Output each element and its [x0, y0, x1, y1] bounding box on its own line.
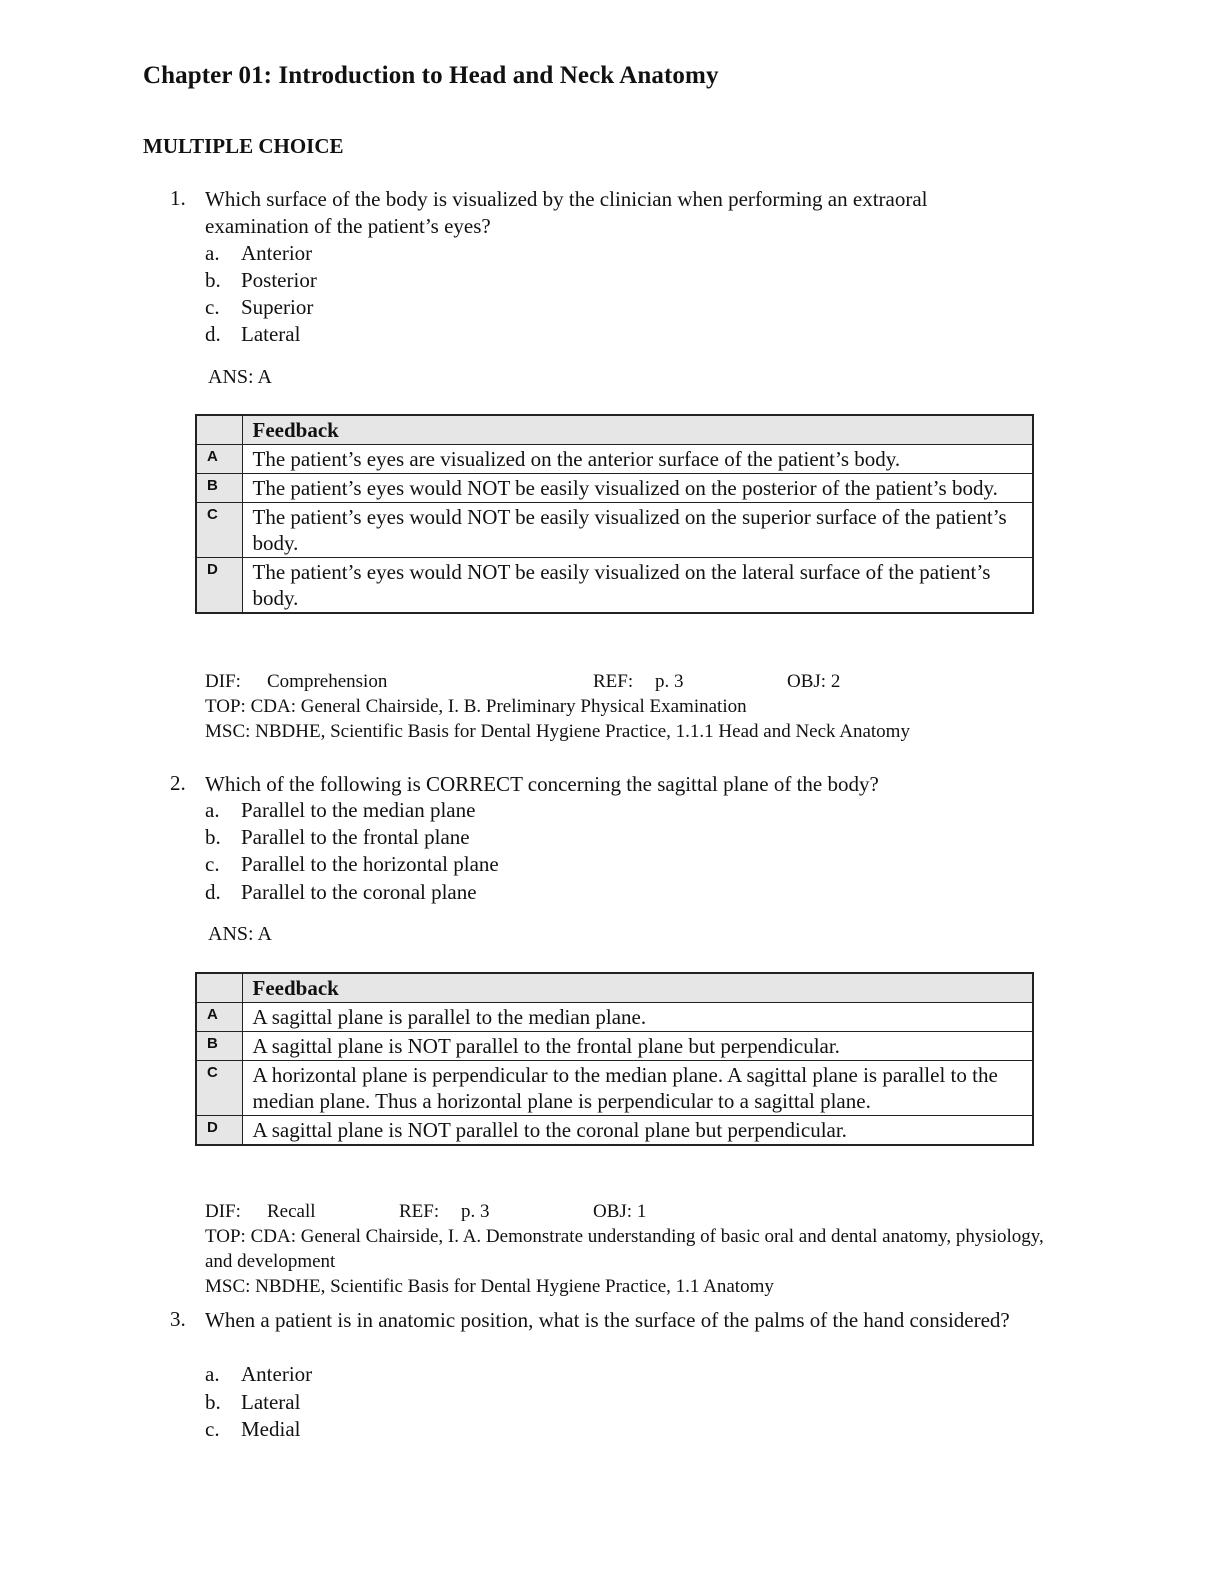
feedback-text: The patient’s eyes would NOT be easily visualized on the lateral surface of the patient’s body.: [242, 558, 1033, 614]
feedback-text: A sagittal plane is NOT parallel to the coronal plane but perpendicular.: [242, 1116, 1033, 1146]
choice-text: Medial: [241, 1417, 301, 1441]
feedback-text: A sagittal plane is parallel to the median plane.: [242, 1003, 1033, 1032]
choice-text: Lateral: [241, 1390, 301, 1414]
choice-b: [205, 1389, 300, 1416]
feedback-key: B: [196, 474, 242, 503]
meta-top: TOP: CDA: General Chairside, I. B. Preliminary Physical Examination: [205, 696, 747, 717]
feedback-key: C: [196, 1061, 242, 1116]
choice-letter: b.: [205, 1390, 221, 1414]
ref-value: p. 3: [461, 1201, 490, 1222]
choice-letter: c.: [205, 1417, 220, 1441]
meta-dif-row: [205, 1199, 1065, 1224]
choice-letter: d.: [205, 880, 221, 904]
feedback-text: The patient’s eyes would NOT be easily visualized on the superior surface of the patient’s body.: [242, 503, 1033, 558]
choice-text: Parallel to the frontal plane: [241, 825, 470, 849]
feedback-key: B: [196, 1032, 242, 1061]
choice-text: Superior: [241, 295, 314, 319]
feedback-row: [196, 1116, 1033, 1146]
feedback-header: Feedback: [242, 973, 1033, 1003]
chapter-title: Chapter 01: Introduction to Head and Neck Anatomy: [143, 62, 719, 89]
meta-top: TOP: CDA: General Chairside, I. A. Demonstrate understanding of basic oral and dental anatomy, physiology, and development: [205, 1226, 1044, 1272]
obj-value: OBJ: 2: [787, 671, 841, 692]
choice-a: [205, 1361, 312, 1388]
choice-text: Anterior: [241, 1362, 313, 1386]
question-number: 3.: [170, 1307, 186, 1331]
feedback-text: The patient’s eyes are visualized on the anterior surface of the patient’s body.: [242, 445, 1033, 474]
meta-dif-row: [205, 669, 1065, 694]
meta-msc: MSC: NBDHE, Scientific Basis for Dental Hygiene Practice, 1.1 Anatomy: [205, 1276, 774, 1297]
feedback-table: [195, 972, 1034, 1146]
question-number: 2.: [170, 771, 186, 795]
ref-label: REF:: [593, 671, 634, 692]
dif-label: DIF:: [205, 1201, 241, 1222]
feedback-key: D: [196, 1116, 242, 1146]
dif-label: DIF:: [205, 671, 241, 692]
feedback-table: [195, 414, 1034, 614]
choice-text: Parallel to the coronal plane: [241, 880, 477, 904]
question-text: Which surface of the body is visualized by the clinician when performing an extraoral examination of the patient’s eyes?: [205, 187, 928, 238]
choice-b: [205, 824, 470, 851]
choice-text: Posterior: [241, 268, 317, 292]
feedback-row: [196, 445, 1033, 474]
choice-text: Parallel to the horizontal plane: [241, 852, 499, 876]
feedback-key-header: [196, 415, 242, 445]
choice-d: [205, 321, 300, 348]
dif-value: Recall: [267, 1201, 316, 1222]
question-text: When a patient is in anatomic position, what is the surface of the palms of the hand considered?: [205, 1308, 1010, 1332]
feedback-key: D: [196, 558, 242, 614]
choice-b: [205, 267, 317, 294]
feedback-text: A sagittal plane is NOT parallel to the frontal plane but perpendicular.: [242, 1032, 1033, 1061]
choice-letter: a.: [205, 798, 220, 822]
choice-a: [205, 240, 312, 267]
feedback-text: A horizontal plane is perpendicular to the median plane. A sagittal plane is parallel to the median plane. Thus a horizontal plane is perpendicular to a sagittal plane.: [242, 1061, 1033, 1116]
feedback-row: [196, 474, 1033, 503]
feedback-header-row: [196, 973, 1033, 1003]
question-text: Which of the following is CORRECT concerning the sagittal plane of the body?: [205, 772, 879, 796]
feedback-row: [196, 1003, 1033, 1032]
question-metadata: [205, 1199, 1065, 1299]
choice-text: Anterior: [241, 241, 313, 265]
choice-letter: b.: [205, 268, 221, 292]
choice-text: Lateral: [241, 322, 301, 346]
choice-letter: c.: [205, 852, 220, 876]
meta-msc: MSC: NBDHE, Scientific Basis for Dental Hygiene Practice, 1.1.1 Head and Neck Anatomy: [205, 721, 910, 742]
choice-c: [205, 851, 499, 878]
dif-value: Comprehension: [267, 671, 388, 692]
question-number: 1.: [170, 186, 186, 210]
choice-letter: a.: [205, 1362, 220, 1386]
ref-value: p. 3: [655, 671, 684, 692]
feedback-row: [196, 1061, 1033, 1116]
choice-letter: a.: [205, 241, 220, 265]
feedback-key-header: [196, 973, 242, 1003]
feedback-header: Feedback: [242, 415, 1033, 445]
feedback-row: [196, 503, 1033, 558]
choice-text: Parallel to the median plane: [241, 798, 476, 822]
choice-letter: d.: [205, 322, 221, 346]
obj-value: OBJ: 1: [593, 1201, 647, 1222]
answer: ANS: A: [208, 366, 272, 388]
section-heading: MULTIPLE CHOICE: [143, 134, 344, 158]
feedback-row: [196, 558, 1033, 614]
feedback-row: [196, 1032, 1033, 1061]
choice-a: [205, 797, 475, 824]
choice-letter: c.: [205, 295, 220, 319]
question-metadata: [205, 669, 1065, 744]
feedback-header-row: [196, 415, 1033, 445]
choice-c: [205, 1416, 300, 1443]
feedback-key: C: [196, 503, 242, 558]
feedback-text: The patient’s eyes would NOT be easily visualized on the posterior of the patient’s body.: [242, 474, 1033, 503]
answer: ANS: A: [208, 923, 272, 945]
choice-letter: b.: [205, 825, 221, 849]
ref-label: REF:: [399, 1201, 440, 1222]
feedback-key: A: [196, 1003, 242, 1032]
choice-c: [205, 294, 313, 321]
choice-d: [205, 879, 477, 906]
feedback-key: A: [196, 445, 242, 474]
